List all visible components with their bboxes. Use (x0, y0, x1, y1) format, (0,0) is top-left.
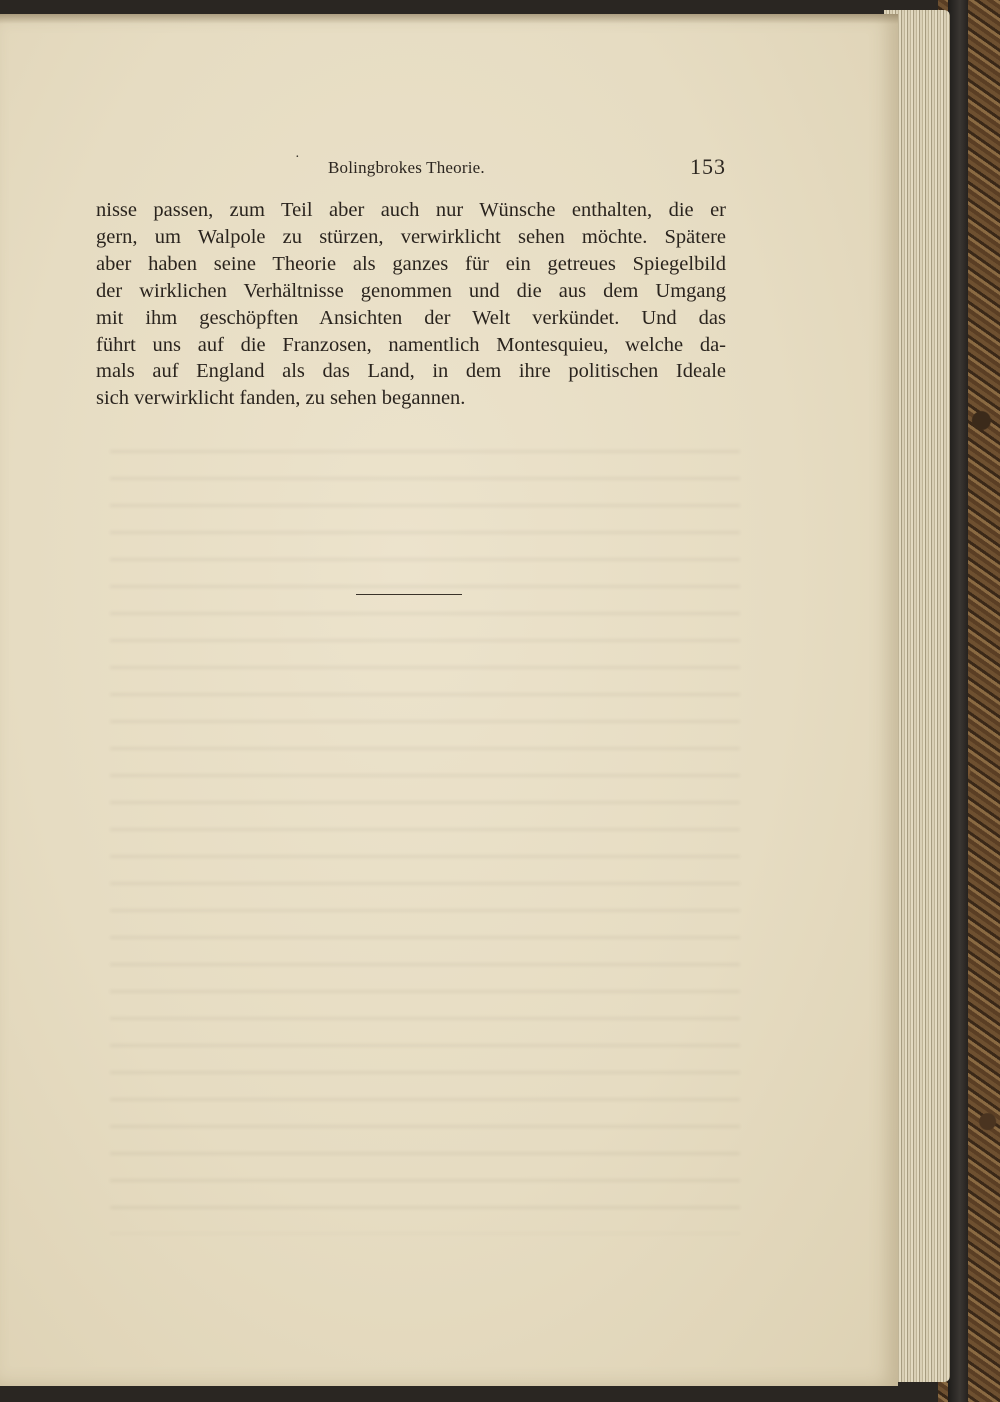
text-line: führt uns auf die Franzosen, namentlich Montesquieu, welche da- (96, 333, 726, 356)
text-line: der wirklichen Verhältnisse genommen und die aus dem Umgang (96, 279, 726, 302)
body-paragraph (96, 197, 726, 412)
running-head-dot: · (295, 150, 300, 165)
text-line: gern, um Walpole zu stürzen, verwirklicht sehen möchte. Spätere (96, 225, 726, 248)
running-head (96, 146, 726, 179)
text-line: nisse passen, zum Teil aber auch nur Wünsche enthalten, die er (96, 199, 726, 221)
section-divider (356, 594, 462, 595)
page-number: 153 (690, 154, 726, 179)
cover-edge (948, 0, 968, 1402)
running-head-title: Bolingbrokes Theorie. (328, 158, 485, 177)
book-page (0, 14, 898, 1386)
text-line: mit ihm geschöpften Ansichten der Welt verkündet. Und das (96, 306, 726, 329)
text-line: aber haben seine Theorie als ganzes für ein getreues Spiegelbild (96, 252, 726, 275)
text-line: mals auf England als das Land, in dem ihre politischen Ideale (96, 360, 726, 383)
show-through-text (110, 434, 740, 1234)
text-line: sich verwirklicht fanden, zu sehen begannen. (96, 387, 466, 410)
